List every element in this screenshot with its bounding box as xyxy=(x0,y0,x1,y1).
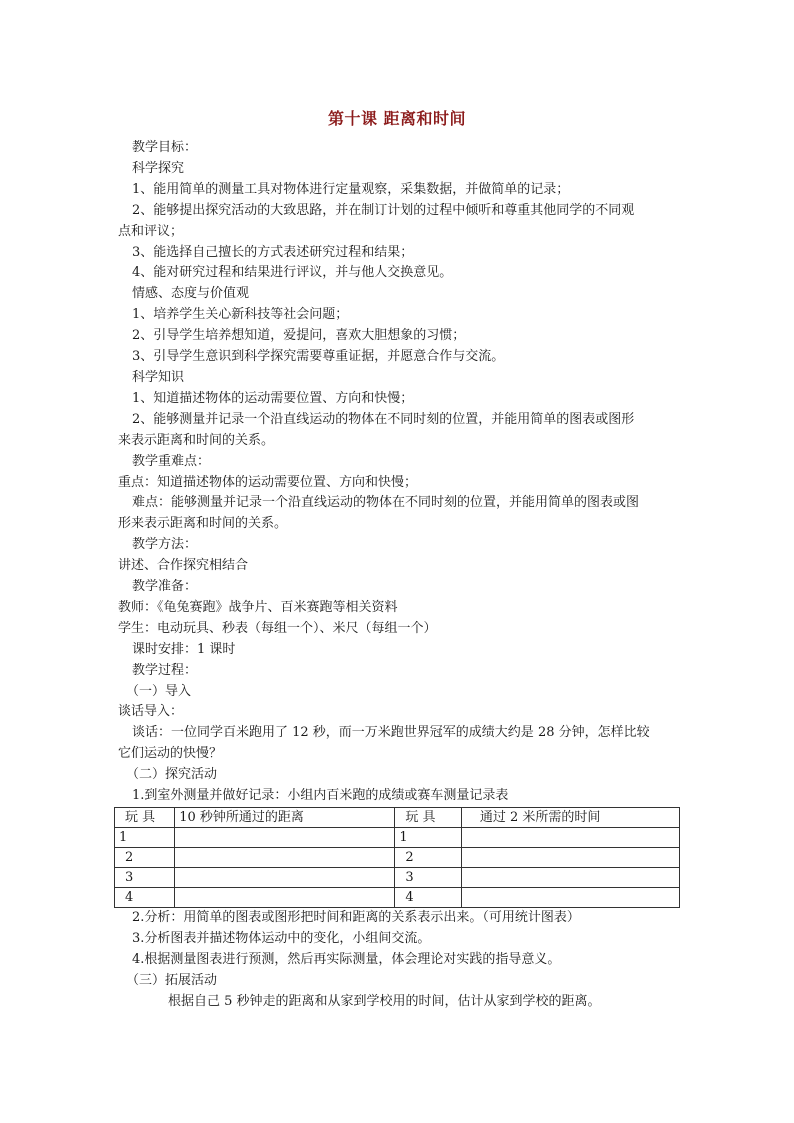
text-line: 难点：能够测量并记录一个沿直线运动的物体在不同时刻的位置，并能用简单的图表或图 xyxy=(132,495,640,511)
table-cell xyxy=(175,848,395,868)
text-line: 1、知道描述物体的运动需要位置、方向和快慢； xyxy=(132,390,414,406)
document-body xyxy=(118,138,678,1013)
section-intro: （一）导入 xyxy=(126,683,192,699)
text-line: 2、引导学生培养想知道，爱提问，喜欢大胆想象的习惯； xyxy=(132,328,466,344)
text-line: 2.分析：用简单的图表或图形把时间和距离的关系表示出来。（可用统计图表） xyxy=(132,910,580,925)
table-header-row xyxy=(115,808,680,828)
text-line: 教师：《龟兔赛跑》战争片、百米赛跑等相关资料 xyxy=(118,599,398,615)
text-line: 形来表示距离和时间的关系。 xyxy=(118,516,288,532)
table-cell: 1 xyxy=(115,828,175,848)
subheading-inquiry: 科学探究 xyxy=(132,160,185,176)
table-row xyxy=(115,888,680,908)
table-header: 10 秒钟所通过的距离 xyxy=(175,808,395,828)
table-cell xyxy=(175,828,395,848)
table-cell: 3 xyxy=(395,868,461,888)
section-extension: （三）拓展活动 xyxy=(126,972,218,988)
table-cell: 2 xyxy=(395,848,461,868)
heading-methods: 教学方法： xyxy=(132,537,198,553)
table-cell xyxy=(175,888,395,908)
text-line: 来表示距离和时间的关系。 xyxy=(118,432,275,448)
heading-key-points: 教学重难点： xyxy=(132,453,211,469)
text-line: 根据自己 5 秒钟走的距离和从家到学校用的时间，估计从家到学校的距离。 xyxy=(168,993,601,1009)
text-line: 4、能对研究过程和结果进行评议，并与他人交换意见。 xyxy=(132,265,453,281)
heading-objectives: 教学目标： xyxy=(132,140,198,155)
text-line: 1.到室外测量并做好记录：小组内百米跑的成绩或赛车测量记录表 xyxy=(132,788,509,804)
table-cell xyxy=(461,848,679,868)
section-explore: （二）探究活动 xyxy=(126,767,218,783)
table-header: 玩 具 xyxy=(395,808,461,828)
table-cell xyxy=(461,828,679,848)
text-line: 讲述、合作探究相结合 xyxy=(118,558,249,574)
table-row xyxy=(115,868,680,888)
heading-process: 教学过程： xyxy=(132,662,198,678)
text-line: 1、能用简单的测量工具对物体进行定量观察，采集数据，并做简单的记录； xyxy=(132,181,570,197)
table-cell: 4 xyxy=(395,888,461,908)
table-cell: 3 xyxy=(115,868,175,888)
heading-preparation: 教学准备： xyxy=(132,579,198,595)
text-line: 3、能选择自己擅长的方式表述研究过程和结果； xyxy=(132,244,414,260)
table-row xyxy=(115,848,680,868)
text-line: 重点：知道描述物体的运动需要位置、方向和快慢； xyxy=(118,474,418,490)
document-title: 第十课 距离和时间 xyxy=(327,109,467,128)
table-cell xyxy=(175,868,395,888)
record-table xyxy=(114,807,680,908)
table-row xyxy=(115,828,680,848)
text-line: 谈话导入： xyxy=(118,704,184,720)
table-cell xyxy=(461,888,679,908)
text-line: 1、培养学生关心新科技等社会问题； xyxy=(132,307,349,323)
text-line: 学生：电动玩具、秒表（每组一个）、米尺（每组一个） xyxy=(118,620,437,636)
table-cell xyxy=(461,868,679,888)
table-cell: 2 xyxy=(115,848,175,868)
text-line: 课时安排：1 课时 xyxy=(132,641,236,657)
table-cell: 4 xyxy=(115,888,175,908)
text-line: 2、能够提出探究活动的大致思路，并在制订计划的过程中倾听和尊重其他同学的不同观 xyxy=(132,202,635,218)
table-header: 玩 具 xyxy=(115,808,175,828)
table-cell: 1 xyxy=(395,828,461,848)
text-line: 2、能够测量并记录一个沿直线运动的物体在不同时刻的位置，并能用简单的图表或图形 xyxy=(132,411,635,427)
table-header: 通过 2 米所需的时间 xyxy=(461,808,679,828)
text-line: 3、引导学生意识到科学探究需要尊重证据，并愿意合作与交流。 xyxy=(132,349,505,365)
text-line: 谈话：一位同学百米跑用了 12 秒，而一万米跑世界冠军的成绩大约是 28 分钟，怎样比较 xyxy=(132,725,650,741)
text-line: 4.根据测量图表进行预测，然后再实际测量，体会理论对实践的指导意义。 xyxy=(132,951,561,967)
text-line: 点和评议； xyxy=(118,223,184,239)
subheading-attitude: 情感、态度与价值观 xyxy=(132,286,250,302)
text-line: 它们运动的快慢？ xyxy=(118,746,223,762)
subheading-knowledge: 科学知识 xyxy=(132,369,185,385)
text-line: 3.分析图表并描述物体运动中的变化，小组间交流。 xyxy=(132,930,431,946)
